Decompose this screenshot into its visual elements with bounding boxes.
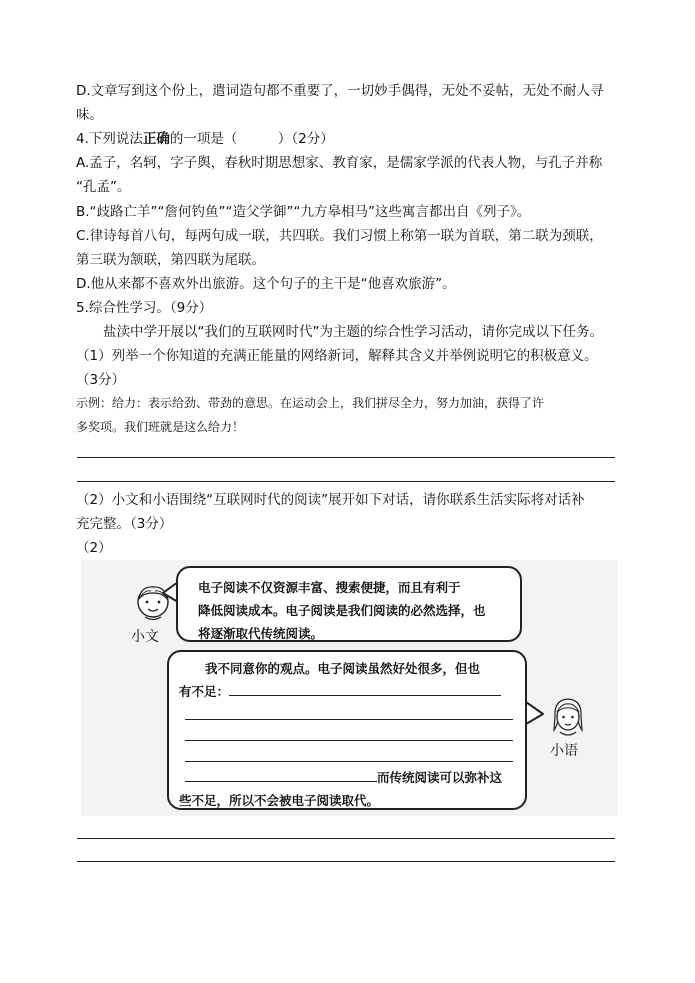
q4-stem-suffix: 的一项是（ ）（2分） [169,131,334,147]
xiaowen-line1: 电子阅读不仅资源丰富、搜索便捷，而且有利于 [198,580,461,595]
xiaowen-line3: 将逐渐取代传统阅读。 [198,626,324,641]
xiaoyu-blank-3[interactable] [185,724,513,741]
q3-option-d-line1: D.文章写到这个份上，遣词造句都不重要了，一切妙手偶得，无处不妥帖，无处不耐人寻 [76,83,604,99]
answer-line-2[interactable] [77,481,615,482]
xiaoyu-line1: 我不同意你的观点。电子阅读虽然好处很多，但也 [205,661,481,676]
q5-example-line2: 多奖项。我们班就是这么给力！ [76,420,245,434]
q4-stem-prefix: 4.下列说法 [76,131,143,147]
xiaoyu-speech-bubble [167,650,527,810]
q5-intro: 盐渎中学开展以“我们的互联网时代”为主题的综合性学习活动，请你完成以下任务。 [103,324,603,340]
xiaoyu-blank-4[interactable] [185,745,513,762]
answer-line-4[interactable] [77,861,615,862]
xiaoyu-line2-prefix: 有不足： [179,684,230,699]
q5-title: 5.综合性学习。（9分） [76,300,213,316]
q5-task1-line2: （3分） [76,372,126,388]
q4-stem-emphasis: 正确 [142,131,170,147]
q3-option-d-line2: 味。 [76,107,103,123]
q5-example-line1: 示例：给力：表示给劲、带劲的意思。在运动会上，我们拼尽全力，努力加油，获得了许 [76,396,545,410]
xiaowen-line2: 降低阅读成本。电子阅读是我们阅读的必然选择，也 [198,603,486,618]
xiaoyu-line7: 些不足，所以不会被电子阅读取代。 [179,793,380,808]
xiaoyu-blank-2[interactable] [185,703,513,720]
xiaowen-speech-bubble [176,566,522,642]
q5-task2-line2: 充完整。（3分） [76,516,173,532]
q4-option-d: D.他从来都不喜欢外出旅游。这个句子的主干是“他喜欢旅游”。 [76,276,456,292]
answer-line-1[interactable] [77,457,615,458]
answer-line-3[interactable] [77,838,615,839]
q4-option-c-line1: C.律诗每首八句，每两句成一联，共四联。我们习惯上称第一联为首联，第二联为颈联， [76,228,603,244]
xiaowen-name: 小文 [131,629,159,645]
q4-option-b: B.“歧路亡羊”“詹何钓鱼”“造父学御”“九方皋相马”这些寓言都出自《列子》。 [76,204,531,220]
q5-task2-line1: （2）小文和小语围绕“互联网时代的阅读”展开如下对话，请你联系生活实际将对话补 [76,492,585,508]
xiaoyu-line6 [179,766,515,789]
xiaoyu-line6-suffix: 而传统阅读可以弥补这 [377,770,503,785]
q4-stem [76,130,334,148]
xiaoyu-name: 小语 [550,743,578,759]
q5-task1-line1: （1）列举一个你知道的充满正能量的网络新词，解释其含义并举例说明它的积极意义。 [76,348,598,364]
q5-task2-marker: （2） [76,540,112,556]
q4-option-a-line2: “孔孟”。 [76,179,131,195]
xiaoyu-blank-5[interactable] [185,767,377,782]
q4-option-a-line1: A.孟子，名轲，字子舆，春秋时期思想家、教育家，是儒家学派的代表人物，与孔子并称 [76,155,603,171]
xiaoyu-avatar-icon [548,694,588,740]
dialogue-illustration [81,560,618,816]
xiaoyu-blank-1[interactable] [229,681,501,696]
q4-option-c-line2: 第三联为颔联，第四联为尾联。 [76,252,265,268]
xiaoyu-line2 [179,680,515,703]
